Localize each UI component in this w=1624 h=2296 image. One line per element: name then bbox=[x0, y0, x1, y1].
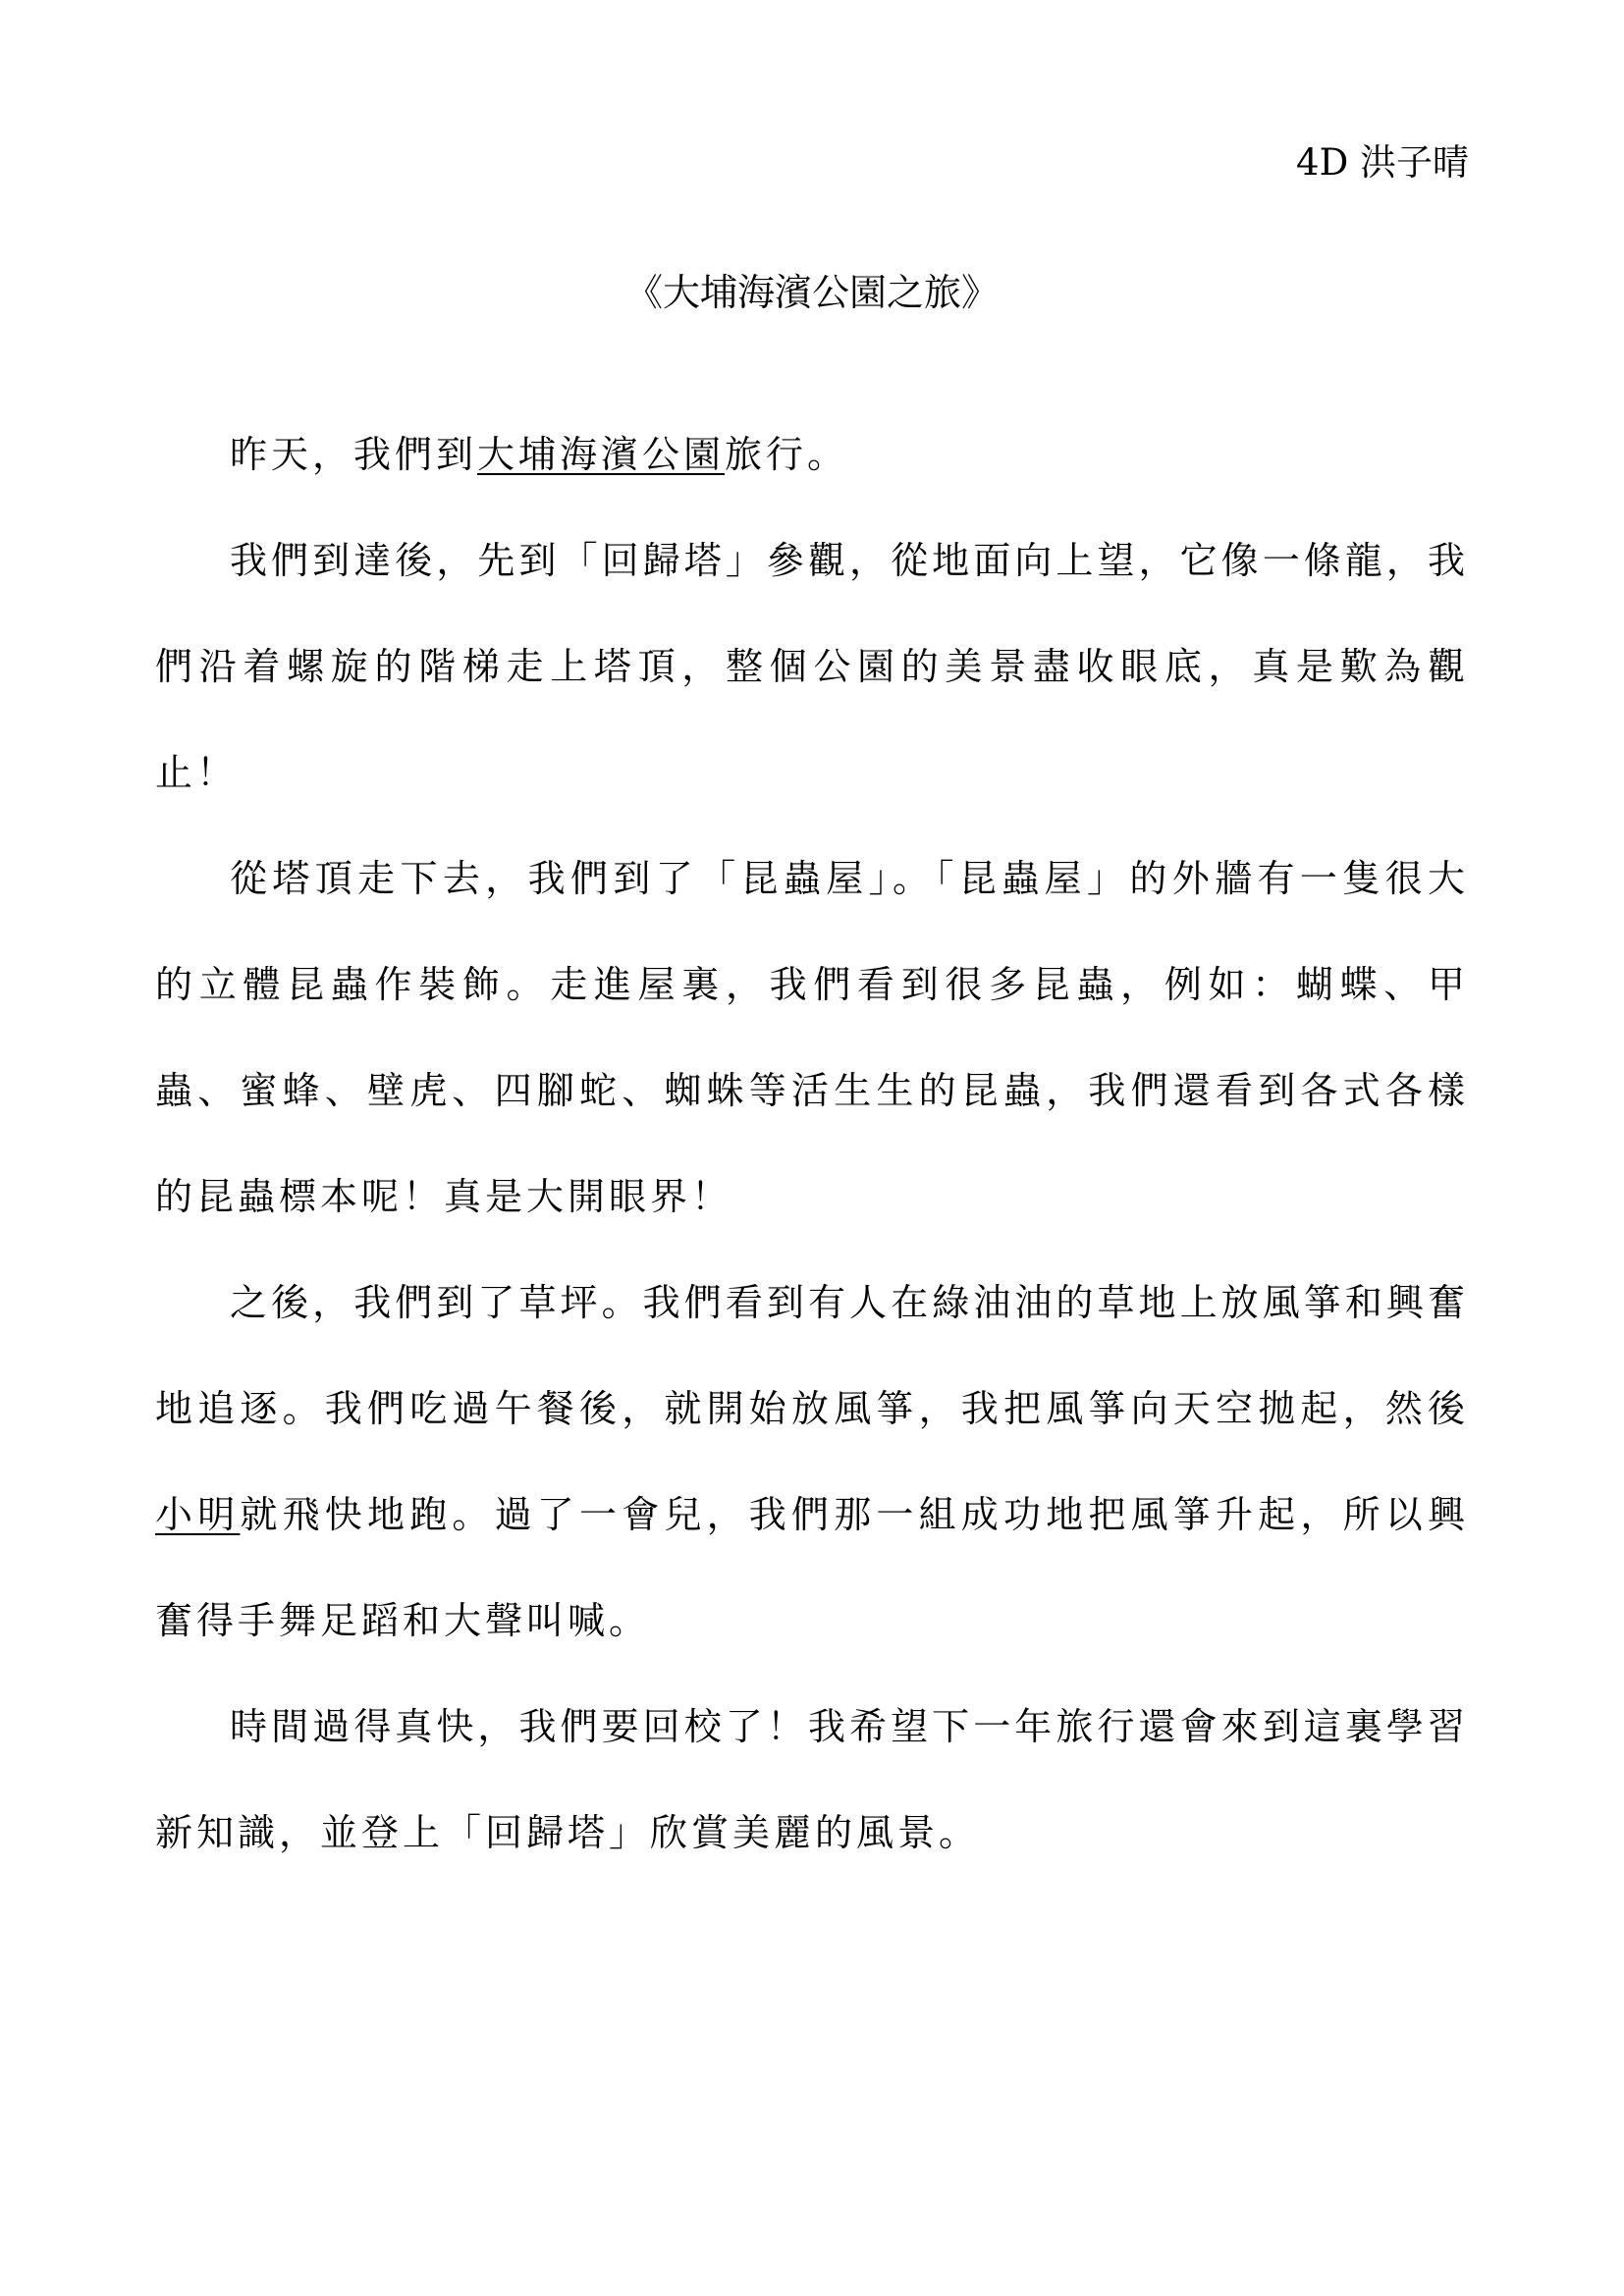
text-segment: 時間過得真快，我們要回校了！我希望下一年旅行還會來到這裏學習新知識，並登上「回歸塔」欣賞美麗的風景。 bbox=[155, 1705, 1469, 1854]
text-segment: 旅行。 bbox=[725, 433, 849, 476]
author-line: 4D 洪子晴 bbox=[1296, 141, 1469, 184]
essay-title: 《大埔海濱公園之旅》 bbox=[624, 271, 999, 314]
essay-body bbox=[155, 401, 1469, 1886]
text-segment: 就飛快地跑。過了一會兒，我們那一組成功地把風箏升起，所以興奮得手舞足蹈和大聲叫喊。 bbox=[155, 1493, 1469, 1642]
paragraph bbox=[155, 401, 1469, 507]
text-segment: 昨天，我們到 bbox=[230, 433, 478, 476]
paragraph bbox=[155, 507, 1469, 826]
underlined-place-name: 大埔海濱公園 bbox=[477, 433, 726, 476]
text-segment: 之後，我們到了草坪。我們看到有人在綠油油的草地上放風箏和興奮地追逐。我們吃過午餐後，就開始放風箏，我把風箏向天空拋起，然後 bbox=[155, 1281, 1469, 1430]
underlined-person-name: 小明 bbox=[155, 1493, 241, 1536]
paragraph bbox=[155, 826, 1469, 1250]
text-segment: 從塔頂走下去，我們到了「昆蟲屋」。「昆蟲屋」的外牆有一隻很大的立體昆蟲作裝飾。走進屋裏，我們看到很多昆蟲，例如：蝴蝶、甲蟲、蜜蜂、壁虎、四腳蛇、蜘蛛等活生生的昆蟲，我們還看到各式各樣的昆蟲標本呢！真是大開眼界！ bbox=[155, 857, 1469, 1218]
text-segment: 我們到達後，先到「回歸塔」參觀，從地面向上望，它像一條龍，我們沿着螺旋的階梯走上塔頂，整個公園的美景盡收眼底，真是歎為觀止！ bbox=[155, 539, 1469, 794]
paragraph bbox=[155, 1250, 1469, 1674]
paragraph bbox=[155, 1674, 1469, 1886]
